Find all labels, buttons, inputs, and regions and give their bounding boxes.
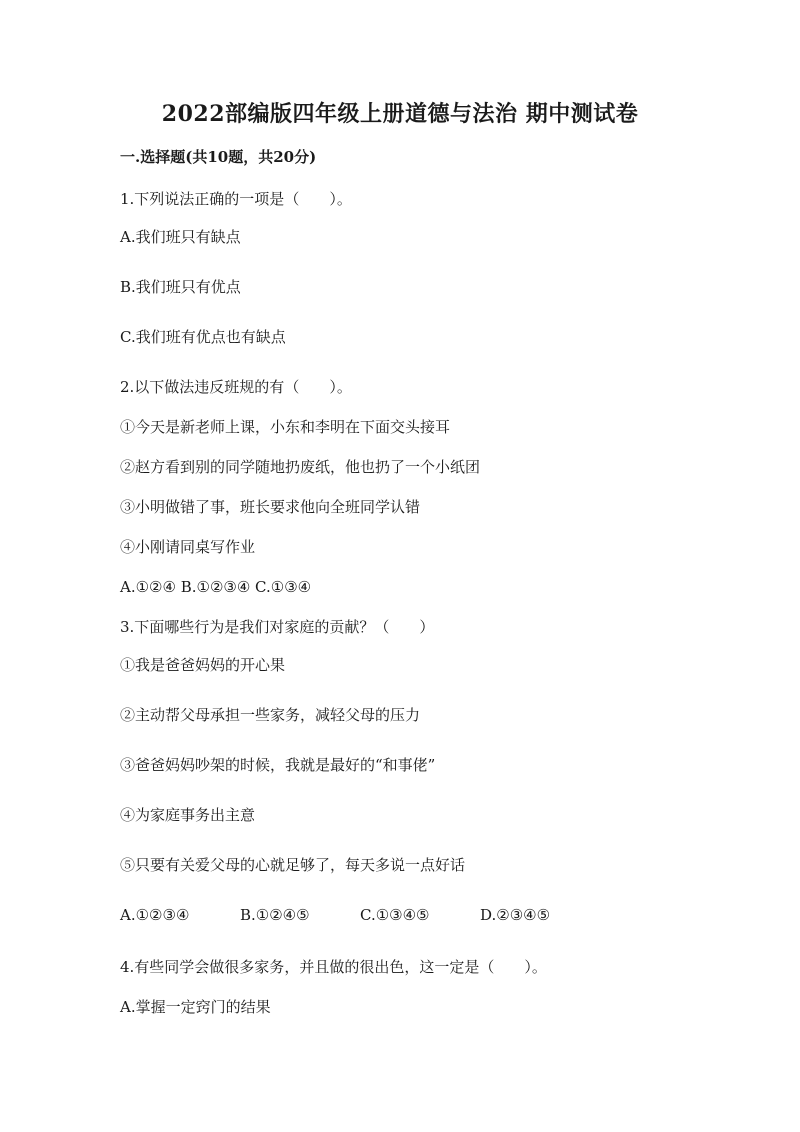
question-1-option-b: B.我们班只有优点	[120, 278, 241, 296]
question-3-item: ③爸爸妈妈吵架的时候，我就是最好的“和事佬”	[120, 756, 436, 774]
question-3-options	[120, 904, 550, 926]
question-1-stem: 1.下列说法正确的一项是（ ）。	[120, 190, 352, 208]
question-2-item: ①今天是新老师上课，小东和李明在下面交头接耳	[120, 418, 451, 436]
question-3-option-d: D.②③④⑤	[480, 906, 551, 924]
question-3-item: ①我是爸爸妈妈的开心果	[120, 656, 286, 674]
question-2-item: ③小明做错了事，班长要求他向全班同学认错	[120, 498, 421, 516]
question-1-option-a: A.我们班只有缺点	[120, 228, 241, 246]
section-heading: 一.选择题(共10题，共20分)	[120, 148, 317, 166]
question-4-stem: 4.有些同学会做很多家务，并且做的很出色，这一定是（ ）。	[120, 958, 547, 976]
question-3-item: ②主动帮父母承担一些家务，减轻父母的压力	[120, 706, 421, 724]
question-3-option-c: C.①③④⑤	[360, 906, 430, 924]
question-1-option-c: C.我们班有优点也有缺点	[120, 328, 286, 346]
question-2-item: ②赵方看到别的同学随地扔废纸，他也扔了一个小纸团	[120, 458, 481, 476]
question-3-option-a: A.①②③④	[120, 906, 190, 924]
question-2-stem: 2.以下做法违反班规的有（ ）。	[120, 378, 352, 396]
question-3-option-b: B.①②④⑤	[240, 906, 310, 924]
question-3-stem: 3.下面哪些行为是我们对家庭的贡献？（ ）	[120, 618, 435, 636]
question-2-item: ④小刚请同桌写作业	[120, 538, 256, 556]
question-3-item: ④为家庭事务出主意	[120, 806, 256, 824]
question-4-option-a: A.掌握一定窍门的结果	[120, 998, 271, 1016]
page-title: 2022部编版四年级上册道德与法治 期中测试卷	[161, 101, 639, 127]
question-3-item: ⑤只要有关爱父母的心就足够了，每天多说一点好话	[120, 856, 466, 874]
question-2-options: A.①②④ B.①②③④ C.①③④	[120, 578, 312, 596]
